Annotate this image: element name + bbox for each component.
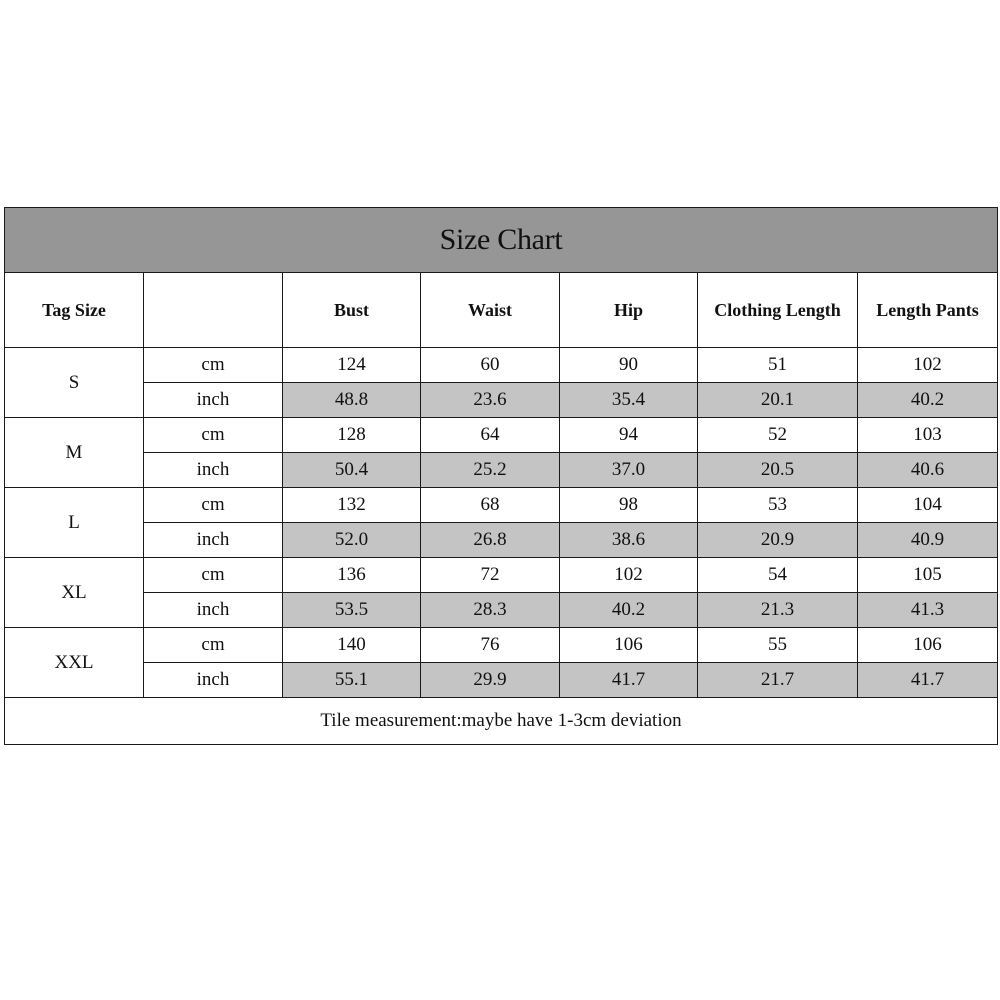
table-row (5, 348, 998, 383)
hip-cell: 94 (560, 418, 698, 453)
waist-cell: 23.6 (421, 383, 560, 418)
hip-cell: 98 (560, 488, 698, 523)
length-pants-cell: 41.7 (858, 663, 998, 698)
hip-cell: 35.4 (560, 383, 698, 418)
length-pants-cell: 40.2 (858, 383, 998, 418)
header-hip: Hip (560, 273, 698, 348)
bust-cell: 50.4 (283, 453, 421, 488)
bust-cell: 53.5 (283, 593, 421, 628)
clothing-length-cell: 20.1 (698, 383, 858, 418)
clothing-length-cell: 51 (698, 348, 858, 383)
chart-title: Size Chart (5, 208, 998, 273)
waist-cell: 68 (421, 488, 560, 523)
unit-cell: cm (144, 628, 283, 663)
unit-cell: inch (144, 453, 283, 488)
note-row (5, 698, 998, 745)
waist-cell: 72 (421, 558, 560, 593)
unit-cell: cm (144, 418, 283, 453)
tag-size-cell: L (5, 488, 144, 558)
table-row (5, 488, 998, 523)
waist-cell: 25.2 (421, 453, 560, 488)
clothing-length-cell: 20.9 (698, 523, 858, 558)
header-tag-size: Tag Size (5, 273, 144, 348)
table-row (5, 523, 998, 558)
length-pants-cell: 105 (858, 558, 998, 593)
length-pants-cell: 102 (858, 348, 998, 383)
clothing-length-cell: 21.3 (698, 593, 858, 628)
hip-cell: 90 (560, 348, 698, 383)
length-pants-cell: 40.6 (858, 453, 998, 488)
size-chart (4, 207, 997, 745)
measurement-note: Tile measurement:maybe have 1-3cm deviation (5, 698, 998, 745)
waist-cell: 76 (421, 628, 560, 663)
waist-cell: 60 (421, 348, 560, 383)
clothing-length-cell: 52 (698, 418, 858, 453)
unit-cell: cm (144, 488, 283, 523)
length-pants-cell: 40.9 (858, 523, 998, 558)
bust-cell: 124 (283, 348, 421, 383)
table-row (5, 418, 998, 453)
length-pants-cell: 106 (858, 628, 998, 663)
header-unit (144, 273, 283, 348)
bust-cell: 48.8 (283, 383, 421, 418)
table-row (5, 628, 998, 663)
length-pants-cell: 104 (858, 488, 998, 523)
tag-size-cell: M (5, 418, 144, 488)
bust-cell: 140 (283, 628, 421, 663)
tag-size-cell: XXL (5, 628, 144, 698)
length-pants-cell: 41.3 (858, 593, 998, 628)
unit-cell: cm (144, 348, 283, 383)
table-row (5, 558, 998, 593)
header-row (5, 273, 998, 348)
bust-cell: 136 (283, 558, 421, 593)
unit-cell: inch (144, 383, 283, 418)
table-row (5, 453, 998, 488)
table-row (5, 383, 998, 418)
header-clothing-length: Clothing Length (698, 273, 858, 348)
header-waist: Waist (421, 273, 560, 348)
unit-cell: inch (144, 593, 283, 628)
waist-cell: 64 (421, 418, 560, 453)
bust-cell: 52.0 (283, 523, 421, 558)
hip-cell: 38.6 (560, 523, 698, 558)
clothing-length-cell: 55 (698, 628, 858, 663)
clothing-length-cell: 53 (698, 488, 858, 523)
length-pants-cell: 103 (858, 418, 998, 453)
unit-cell: inch (144, 523, 283, 558)
header-length-pants: Length Pants (858, 273, 998, 348)
tag-size-cell: S (5, 348, 144, 418)
title-row (5, 208, 998, 273)
waist-cell: 28.3 (421, 593, 560, 628)
hip-cell: 37.0 (560, 453, 698, 488)
clothing-length-cell: 21.7 (698, 663, 858, 698)
hip-cell: 102 (560, 558, 698, 593)
bust-cell: 132 (283, 488, 421, 523)
hip-cell: 41.7 (560, 663, 698, 698)
size-table (4, 207, 998, 745)
waist-cell: 29.9 (421, 663, 560, 698)
bust-cell: 55.1 (283, 663, 421, 698)
hip-cell: 106 (560, 628, 698, 663)
waist-cell: 26.8 (421, 523, 560, 558)
table-row (5, 593, 998, 628)
tag-size-cell: XL (5, 558, 144, 628)
clothing-length-cell: 54 (698, 558, 858, 593)
unit-cell: cm (144, 558, 283, 593)
unit-cell: inch (144, 663, 283, 698)
table-row (5, 663, 998, 698)
hip-cell: 40.2 (560, 593, 698, 628)
header-bust: Bust (283, 273, 421, 348)
clothing-length-cell: 20.5 (698, 453, 858, 488)
bust-cell: 128 (283, 418, 421, 453)
